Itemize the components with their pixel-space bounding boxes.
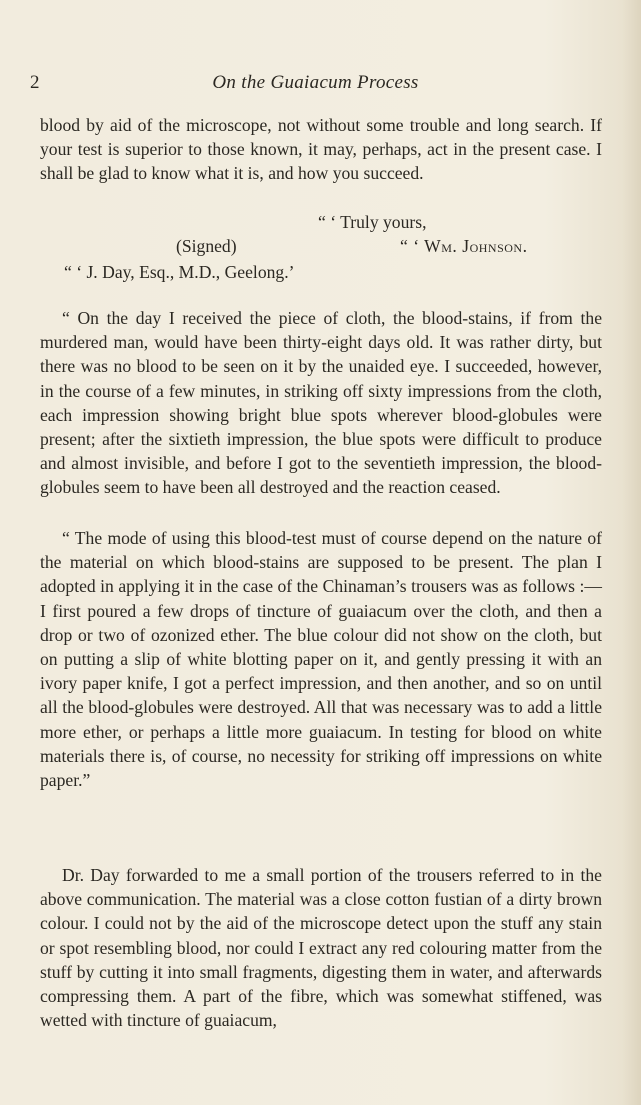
letter-address: “ ‘ J. Day, Esq., M.D., Geelong.’	[64, 262, 295, 282]
letter-paragraph	[40, 113, 602, 186]
page-number: 2	[30, 72, 40, 93]
letter-text: blood by aid of the microscope, not without some trouble and long search. If your test is superior to those known, it may, perhaps, act in the present case. I shall be glad to know what it is, and how you succeed.	[40, 115, 602, 184]
paragraph-text: “ On the day I received the piece of cloth, the blood-stains, if from the murdered man, would have been thirty-eight days old. It was rather dirty, but there was no blood to be seen on it by the unaided eye. I succeeded, however, in the course of a few minutes, in striking off sixty impressions from the cloth, each impression showing bright blue spots wherever blood-globules were present; after the sixtieth impression, the blue spots were difficult to produce and almost invisible, and before I got to the seventieth impression, the blood-globules seem to have been all destroyed and the reaction ceased.	[40, 308, 602, 498]
signed-label: (Signed)	[176, 236, 237, 256]
paragraph-text: Dr. Day forwarded to me a small portion of the trousers referred to in the above communication. The material was a close cotton fustian of a dirty brown colour. I could not by the aid of the microscope detect upon the stuff any stain or spot resembling blood, nor could I extract any red colouring matter from the stuff by cutting it into small fragments, digesting them in water, and afterwards compressing them. A part of the fibre, which was somewhat stiffened, was wetted with tincture of guaiacum,	[40, 865, 602, 1031]
letter-closing: “ ‘ Truly yours,	[318, 212, 427, 232]
signatory-name: “ ‘ Wm. Johnson.	[400, 236, 528, 256]
paragraph	[40, 863, 602, 1032]
paragraph-text: “ The mode of using this blood-test must of course depend on the nature of the material on which blood-stains are supposed to be present. The plan I adopted in applying it in the case of the Chinaman’s trousers was as follows :—I first poured a few drops of tincture of guaiacum over the cloth, and then a drop or two of ozonized ether. The blue colour did not show on the cloth, but on putting a slip of white blotting paper on it, and gently pressing it with an ivory paper knife, I got a perfect impression, and then another, and so on until all the blood-globules were destroyed. All that was necessary was to add a little more ether, or perhaps a little more guaiacum. In testing for blood on white materials there is, of course, no necessity for striking off impressions on white paper.”	[40, 528, 602, 791]
running-title: On the Guaiacum Process	[212, 72, 419, 93]
paragraph	[40, 526, 602, 792]
page-header	[30, 72, 601, 102]
paragraph	[40, 306, 602, 500]
